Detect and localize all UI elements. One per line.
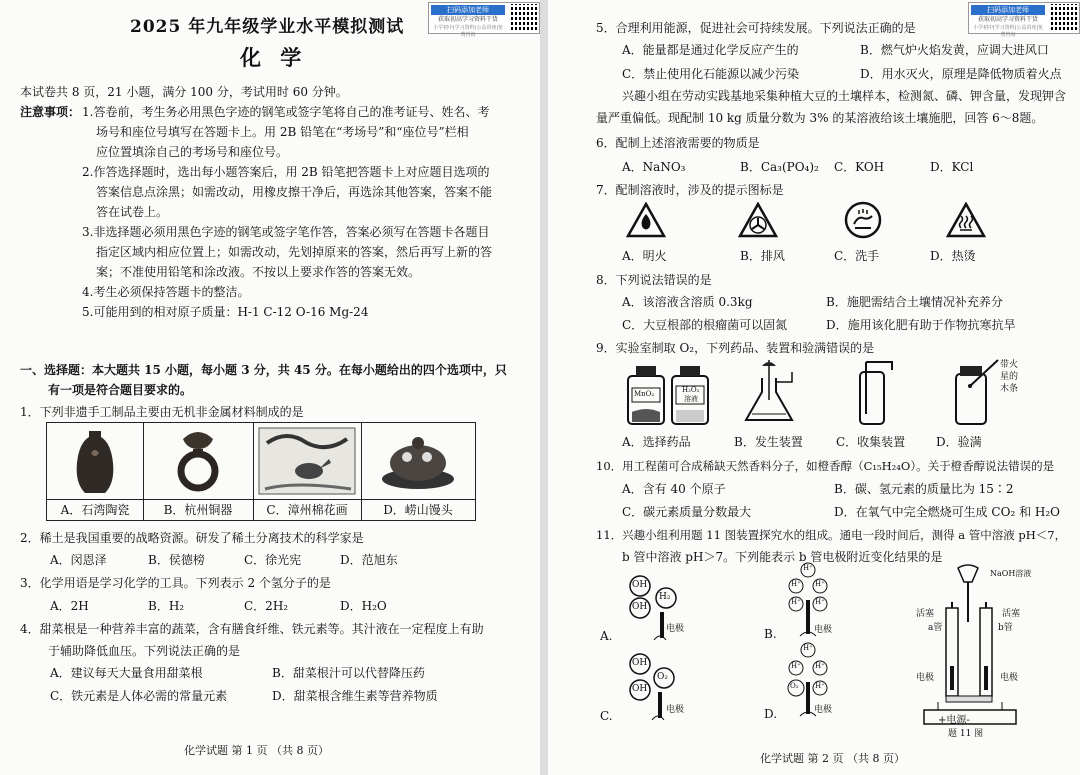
h2o2-sub-label: 溶液 xyxy=(684,395,698,403)
q1-option-cell[interactable] xyxy=(253,423,362,520)
q11-option-b[interactable] xyxy=(764,562,860,642)
ion-label: H⁺ xyxy=(803,644,813,652)
ion-label: OH xyxy=(632,684,648,694)
question-4: 4．甜菜根是一种营养丰富的蔬菜，含有膳食纤维、铁元素等。其汁液在一定程度上有助 xyxy=(20,622,484,636)
q7-option[interactable]: B．排风 xyxy=(740,249,785,263)
notice-line: 应位置填涂自己的考场号和座位号。 xyxy=(96,145,289,159)
exam-title: 2025 年九年级学业水平模拟测试 xyxy=(130,17,405,37)
question-10: 10．用工程菌可合成稀缺天然香料分子，如橙香醇（C₁₅H₂₄O）。关于橙香醇说法错误的是 xyxy=(596,459,1055,473)
q5-option[interactable]: B．燃气炉火焰发黄，应调大进风口 xyxy=(860,43,1049,57)
q9-option[interactable]: B．发生装置 xyxy=(734,435,803,449)
flask-apparatus-icon[interactable] xyxy=(740,356,800,426)
notice-line: 4.考生必须保持答题卡的整洁。 xyxy=(82,285,250,299)
notice-line: 1.答卷前，考生务必用黑色字迹的钢笔或签字笔将自己的准考证号、姓名、考 xyxy=(82,105,490,119)
q2-option[interactable]: D．范旭东 xyxy=(340,553,398,567)
question-8: 8．下列说法错误的是 xyxy=(596,273,712,287)
q2-option[interactable]: A．闵恩泽 xyxy=(50,553,107,567)
ion-label: H⁺ xyxy=(815,682,825,690)
electrolysis-figure[interactable] xyxy=(918,562,1068,740)
splint-test-figure[interactable] xyxy=(942,358,1032,426)
b-tube-label: b管 xyxy=(998,623,1013,633)
q8-option[interactable]: C．大豆根部的根瘤菌可以固氮 xyxy=(622,318,788,332)
notice-line: 3.非选择题必须用黑色字迹的钢笔或签字笔作答，答案必须写在答题卡各题目 xyxy=(82,225,490,239)
ceramic-vase-image xyxy=(47,423,143,499)
ion-label: H⁺ xyxy=(791,580,801,588)
q1-option-cell[interactable] xyxy=(47,423,144,520)
q4-option[interactable]: B．甜菜根汁可以代替降压药 xyxy=(272,666,425,680)
ion-label: H₂ xyxy=(659,592,671,602)
ion-label: H⁺ xyxy=(791,662,801,670)
notice-line: 5.可能用到的相对原子质量：H-1 C-12 O-16 Mg-24 xyxy=(82,305,369,319)
qr-promo-title: 扫码添加老师 xyxy=(971,5,1045,15)
q1-option-cell[interactable] xyxy=(143,423,254,520)
ion-label: H⁺ xyxy=(815,598,825,606)
q4-option[interactable]: A．建议每天大量食用甜菜根 xyxy=(50,666,203,680)
steamed-bun-image xyxy=(361,423,475,499)
q1-image-table xyxy=(46,422,476,521)
q1-option-label: D．崂山馒头 xyxy=(361,499,475,520)
qr-promo-footer: 小学初中|学习资料|公益讲座|免费咨询 xyxy=(972,25,1044,38)
notice-label: 注意事项： xyxy=(20,105,81,119)
open-flame-warning-icon[interactable] xyxy=(626,202,666,238)
qr-promo-subtitle: 获取初高学习资料干货 xyxy=(437,16,498,23)
question-1: 1．下列非遗手工制品主要由无机非金属材料制成的是 xyxy=(20,405,304,419)
q11-option-label: D. xyxy=(764,707,778,721)
q6-option[interactable]: C．KOH xyxy=(834,160,885,174)
q10-option[interactable]: C．碳元素质量分数最大 xyxy=(622,505,752,519)
mno2-label: MnO₂ xyxy=(634,390,655,398)
shared-intro: 兴趣小组在劳动实践基地采集种植大豆的土壤样本，检测氮、磷、钾含量，发现钾含 xyxy=(622,89,1067,103)
notice-line: 答案信息点涂黑；如需改动，用橡皮擦干净后，再选涂其他答案，答案不能 xyxy=(96,185,493,199)
valve-label: 活塞 xyxy=(916,609,935,619)
electrode-label: 电极 xyxy=(1000,673,1019,683)
q6-option[interactable]: D．KCl xyxy=(930,160,974,174)
notice-line: 答在试卷上。 xyxy=(96,205,169,219)
electrode-label: 电极 xyxy=(666,705,685,715)
section-heading: 有一项是符合题目要求的。 xyxy=(48,383,193,397)
ion-label: H⁺ xyxy=(791,598,801,606)
qr-promo-subtitle: 获取初高学习资料干货 xyxy=(977,16,1038,23)
q11-option-c[interactable] xyxy=(600,650,702,723)
q2-option[interactable]: C．徐光宪 xyxy=(244,553,302,567)
question-11-cont: b 管中溶液 pH＞7。下列能表示 b 管电极附近变化结果的是 xyxy=(622,550,943,564)
q3-option[interactable]: A．2H xyxy=(50,599,89,613)
q3-option[interactable]: C．2H₂ xyxy=(244,599,289,613)
question-5: 5．合理利用能源，促进社会可持续发展。下列说法正确的是 xyxy=(596,21,916,35)
ventilation-fan-icon[interactable] xyxy=(738,202,778,238)
ion-label: H⁺ xyxy=(815,662,825,670)
exam-subject: 化 学 xyxy=(240,45,308,70)
qr-code-icon[interactable] xyxy=(1051,4,1077,30)
q2-option[interactable]: B．侯德榜 xyxy=(148,553,205,567)
question-4-cont: 于辅助降低血压。下列说法正确的是 xyxy=(48,644,241,658)
q10-option[interactable]: A．含有 40 个原子 xyxy=(622,482,726,496)
power-supply-label: +电源- xyxy=(938,715,970,726)
q9-option[interactable]: D．验满 xyxy=(936,435,982,449)
hot-surface-icon[interactable] xyxy=(946,202,986,238)
exam-intro: 本试卷共 8 页，21 小题，满分 100 分，考试用时 60 分钟。 xyxy=(20,85,348,99)
valve-label: 活塞 xyxy=(1002,609,1021,619)
cotton-painting-image xyxy=(253,423,361,499)
q4-option[interactable]: C．铁元素是人体必需的常量元素 xyxy=(50,689,228,703)
naoh-label: NaOH溶液 xyxy=(990,569,1032,578)
q7-option[interactable]: C．洗手 xyxy=(834,249,880,263)
ion-label: OH xyxy=(632,658,648,668)
a-tube-label: a管 xyxy=(928,623,943,633)
ion-label: H⁺ xyxy=(815,580,825,588)
q5-option[interactable]: D．用水灭火，原理是降低物质着火点 xyxy=(860,67,1062,81)
qr-promo-box[interactable] xyxy=(968,2,1080,38)
gas-collection-icon[interactable] xyxy=(848,358,908,426)
question-11: 11．兴趣小组利用题 11 图装置探究水的组成。通电一段时间后，测得 a 管中溶液 pH＜7， xyxy=(596,528,1067,542)
splint-label: 星的 xyxy=(1000,372,1019,382)
section-heading: 一、选择题：本大题共 15 小题，每小题 3 分，共 45 分。在每小题给出的四个选项中，只 xyxy=(20,363,507,377)
copper-ware-image xyxy=(143,423,253,499)
question-9: 9．实验室制取 O₂，下列药品、装置和验满错误的是 xyxy=(596,341,875,355)
q10-option[interactable]: D．在氧气中完全燃烧可生成 CO₂ 和 H₂O xyxy=(834,505,1061,519)
question-2: 2．稀土是我国重要的战略资源。研发了稀土分离技术的科学家是 xyxy=(20,531,364,545)
q3-option[interactable]: B．H₂ xyxy=(148,599,185,613)
q8-option[interactable]: D．施用该化肥有助于作物抗寒抗旱 xyxy=(826,318,1016,332)
notice-line: 2.作答选择题时，选出每小题答案后，用 2B 铅笔把答题卡上对应题目选项的 xyxy=(82,165,490,179)
ion-label: OH xyxy=(632,580,648,590)
notice-line: 案；不准使用铅笔和涂改液。不按以上要求作答的答案无效。 xyxy=(96,265,421,279)
electrode-label: 电极 xyxy=(666,624,685,634)
q6-option[interactable]: A．NaNO₃ xyxy=(622,160,686,174)
electrode-label: 电极 xyxy=(814,705,833,715)
q1-option-label: B．杭州铜器 xyxy=(143,499,253,520)
reagent-bottles-figure[interactable] xyxy=(624,360,714,426)
q7-option[interactable]: A．明火 xyxy=(622,249,667,263)
qr-promo-footer: 小学初中|学习资料|公益讲座|免费咨询 xyxy=(432,25,504,38)
q11-option-a[interactable] xyxy=(600,572,702,644)
splint-label: 木条 xyxy=(1000,384,1019,394)
q3-option[interactable]: D．H₂O xyxy=(340,599,387,613)
q5-option[interactable]: A．能量都是通过化学反应产生的 xyxy=(622,43,799,57)
exam-page-2 xyxy=(548,0,1080,775)
q9-option[interactable]: C．收集装置 xyxy=(836,435,906,449)
q11-option-label: A. xyxy=(600,629,613,643)
qr-promo-box[interactable] xyxy=(428,2,540,38)
question-7: 7．配制溶液时，涉及的提示图标是 xyxy=(596,183,784,197)
q10-option[interactable]: B．碳、氢元素的质量比为 15∶2 xyxy=(834,482,1014,496)
shared-intro: 量严重偏低。现配制 10 kg 质量分数为 3% 的某溶液给该土壤施肥，回答 6～8题。 xyxy=(596,111,1044,125)
ion-label: H⁺ xyxy=(803,564,813,572)
q11-option-d[interactable] xyxy=(764,642,860,722)
q1-option-label: A．石湾陶瓷 xyxy=(47,499,143,520)
h2o2-label: H₂O₂ xyxy=(682,386,700,394)
page-footer: 化学试题 第 1 页 （共 8 页） xyxy=(184,744,329,757)
hand-washing-icon[interactable] xyxy=(843,200,883,240)
question-6: 6．配制上述溶液需要的物质是 xyxy=(596,136,760,150)
notice-line: 指定区域内相应位置上；如需改动，先划掉原来的答案，然后再写上新的答 xyxy=(96,245,493,259)
ion-label: O₂ xyxy=(790,682,799,690)
q11-option-label: B. xyxy=(764,627,777,641)
q4-option[interactable]: D．甜菜根含维生素等营养物质 xyxy=(272,689,438,703)
qr-code-icon[interactable] xyxy=(511,4,537,30)
q8-option[interactable]: B．施肥需结合土壤情况补充养分 xyxy=(826,295,1003,309)
page-footer: 化学试题 第 2 页 （共 8 页） xyxy=(760,752,905,765)
electrode-label: 电极 xyxy=(916,673,935,683)
glowing-splint-icon xyxy=(942,358,1032,426)
q9-option[interactable]: A．选择药品 xyxy=(622,435,691,449)
q6-option[interactable]: B．Ca₃(PO₄)₂ xyxy=(740,160,819,174)
question-3: 3．化学用语是学习化学的工具。下列表示 2 个氢分子的是 xyxy=(20,576,331,590)
ion-label: O₂ xyxy=(657,672,668,682)
q7-option[interactable]: D．热烫 xyxy=(930,249,976,263)
q8-option[interactable]: A．该溶液含溶质 0.3kg xyxy=(622,295,753,309)
figure-caption: 题 11 图 xyxy=(948,729,984,739)
notice-line: 场号和座位号填写在答题卡上。用 2B 铅笔在“考场号”和“座位号”栏相 xyxy=(96,125,469,139)
qr-promo-title: 扫码添加老师 xyxy=(431,5,505,15)
electrode-label: 电极 xyxy=(814,625,833,635)
q11-option-label: C. xyxy=(600,709,613,723)
q1-option-label: C．漳州棉花画 xyxy=(253,499,361,520)
ion-label: OH xyxy=(632,602,648,612)
splint-label: 带火 xyxy=(1000,360,1019,370)
q5-option[interactable]: C．禁止使用化石能源以减少污染 xyxy=(622,67,800,81)
q1-option-cell[interactable] xyxy=(361,423,475,520)
